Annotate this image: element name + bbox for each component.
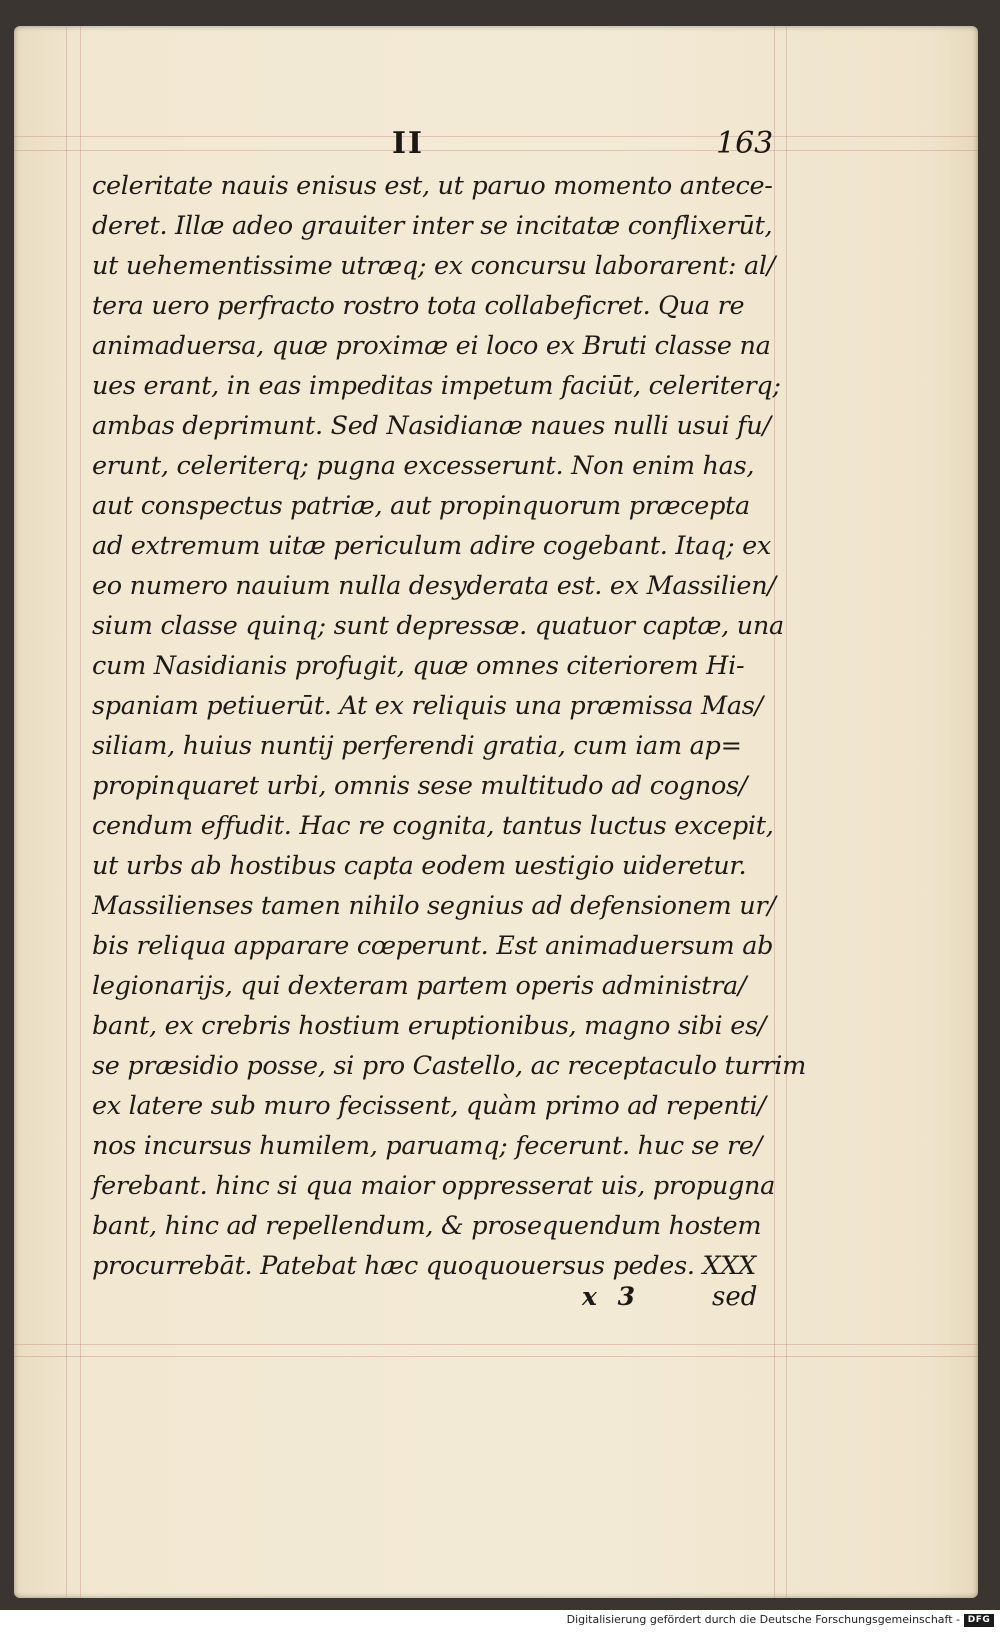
- text-line: ad extremum uitæ periculum adire cogebant. Itaq; ex: [92, 531, 771, 561]
- ruled-line: [80, 26, 81, 1598]
- text-line: bis reliqua apparare cœperunt. Est animaduersum ab: [92, 931, 774, 961]
- text-line: celeritate nauis enisus est, ut paruo momento antece-: [92, 171, 773, 201]
- dfg-logo-icon: DFG: [964, 1614, 994, 1627]
- text-line: ues erant, in eas impeditas impetum faciūt, celeriterq;: [92, 371, 781, 401]
- text-line: siliam, huius nuntij perferendi gratia, cum iam ap=: [92, 731, 742, 761]
- text-line: ut urbs ab hostibus capta eodem uestigio uideretur.: [92, 851, 747, 881]
- page-number: 163: [716, 126, 774, 161]
- signature-line: [14, 1282, 978, 1322]
- text-line: ex latere sub muro fecissent, quàm primo ad repenti/: [92, 1091, 766, 1121]
- text-line: Massilienses tamen nihilo segnius ad defensionem ur/: [92, 891, 776, 921]
- ruled-line: [786, 26, 787, 1598]
- text-line: ambas deprimunt. Sed Nasidianæ naues nulli usui fu/: [92, 411, 771, 441]
- text-line: deret. Illæ adeo grauiter inter se incitatæ conflixerūt,: [92, 211, 773, 241]
- text-line: sium classe quinq; sunt depressæ. quatuor captæ, una: [92, 611, 784, 641]
- text-line: ut uehementissime utræq; ex concursu laborarent: al/: [92, 251, 776, 281]
- ruled-line: [66, 26, 67, 1598]
- text-line: tera uero perfracto rostro tota collabeficret. Qua re: [92, 291, 745, 321]
- digitization-footer: [0, 1610, 1000, 1632]
- text-line: se præsidio posse, si pro Castello, ac receptaculo turrim: [92, 1051, 807, 1081]
- signature-mark: x 3: [582, 1282, 642, 1311]
- text-line: cendum effudit. Hac re cognita, tantus luctus excepit,: [92, 811, 774, 841]
- ruled-line: [14, 1356, 978, 1357]
- text-block: [92, 166, 807, 1286]
- text-line: ferebant. hinc si qua maior oppresserat uis, propugna: [92, 1171, 776, 1201]
- funding-note: Digitalisierung gefördert durch die Deutsche Forschungsgemeinschaft -: [566, 1613, 960, 1626]
- book-page: [14, 26, 978, 1598]
- gathering-mark: II: [392, 126, 425, 161]
- text-line: animaduersa, quæ proximæ ei loco ex Bruti classe na: [92, 331, 771, 361]
- text-line: aut conspectus patriæ, aut propinquorum præcepta: [92, 491, 750, 521]
- text-line: bant, ex crebris hostium eruptionibus, magno sibi es/: [92, 1011, 767, 1041]
- catchword: sed: [712, 1282, 758, 1312]
- ruled-line: [14, 1344, 978, 1345]
- text-line: procurrebāt. Patebat hæc quoquouersus pedes. XXX: [92, 1251, 757, 1281]
- text-line: nos incursus humilem, paruamq; fecerunt. huc se re/: [92, 1131, 762, 1161]
- text-line: legionarijs, qui dexteram partem operis administra/: [92, 971, 747, 1001]
- text-line: bant, hinc ad repellendum, & prosequendum hostem: [92, 1211, 762, 1241]
- text-line: cum Nasidianis profugit, quæ omnes citeriorem Hi-: [92, 651, 745, 681]
- text-line: eo numero nauium nulla desyderata est. ex Massilien/: [92, 571, 776, 601]
- text-line: spaniam petiuerūt. At ex reliquis una præmissa Mas/: [92, 691, 763, 721]
- text-line: erunt, celeriterq; pugna excesserunt. Non enim has,: [92, 451, 755, 481]
- running-head: [14, 126, 978, 162]
- text-line: propinquaret urbi, omnis sese multitudo ad cognos/: [92, 771, 748, 801]
